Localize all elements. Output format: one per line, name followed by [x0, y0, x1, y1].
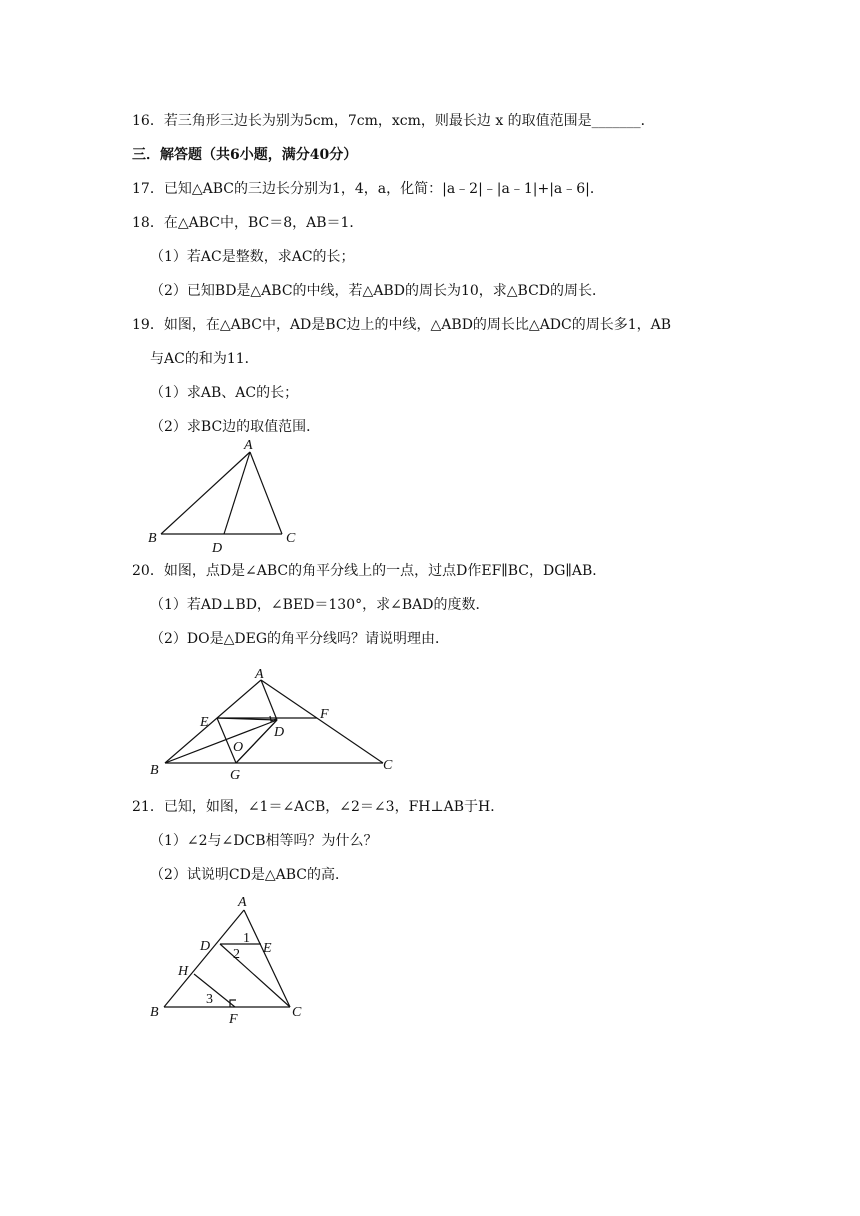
segment-ac — [244, 910, 290, 1007]
question-18-part-2: （2）已知BD是△ABC的中线，若△ABD的周长为10，求△BCD的周长． — [150, 283, 607, 299]
figure-q21-triangle — [140, 890, 310, 1028]
label-c: C — [383, 758, 393, 773]
question-20-part-2: （2）DO是△DEG的角平分线吗？请说明理由． — [150, 631, 450, 647]
segment-dc — [220, 944, 290, 1007]
question-20-part-1: （1）若AD⊥BD，∠BED＝130°，求∠BAD的度数． — [150, 597, 490, 613]
segment-ac — [250, 452, 282, 534]
figure-q20-triangle — [140, 662, 410, 784]
question-18-part-1: （1）若AC是整数，求AC的长； — [150, 249, 355, 265]
label-angle-1: 1 — [243, 931, 250, 946]
question-19-line-2: 与AC的和为11． — [150, 351, 259, 367]
question-17: 17．已知△ABC的三边长分别为1，4，a，化简：|a﹣2|﹣|a﹣1|+|a﹣6|． — [132, 181, 604, 197]
label-e: E — [263, 941, 272, 956]
label-c: C — [286, 531, 296, 546]
label-g: G — [230, 768, 241, 783]
question-19-part-1: （1）求AB、AC的长； — [150, 385, 299, 401]
question-19-part-2: （2）求BC边的取值范围． — [150, 419, 321, 435]
question-20: 20．如图，点D是∠ABC的角平分线上的一点，过点D作EF∥BC，DG∥AB． — [132, 563, 607, 579]
section-title: 三．解答题（共6小题，满分40分） — [132, 147, 358, 163]
label-a: A — [238, 895, 247, 910]
question-16 — [132, 111, 655, 131]
label-a: A — [255, 667, 264, 682]
label-c: C — [292, 1005, 302, 1020]
label-o: O — [233, 740, 244, 755]
question-21: 21．已知，如图，∠1＝∠ACB，∠2＝∠3，FH⊥AB于H． — [132, 799, 505, 815]
label-f: F — [229, 1012, 238, 1027]
label-b: B — [148, 531, 157, 546]
segment-ab — [164, 910, 244, 1007]
segment-hf — [194, 974, 235, 1007]
label-b: B — [150, 1005, 159, 1020]
label-b: B — [150, 763, 159, 778]
question-19-line-1: 19．如图，在△ABC中，AD是BC边上的中线，△ABD的周长比△ADC的周长多1，AB — [132, 317, 672, 333]
question-21-part-2: （2）试说明CD是△ABC的高． — [150, 867, 349, 883]
figure-q19-triangle — [140, 436, 310, 554]
label-angle-3: 3 — [206, 992, 213, 1007]
label-d: D — [200, 939, 211, 954]
label-d: D — [274, 725, 285, 740]
label-h: H — [178, 964, 189, 979]
segment-ab — [165, 680, 261, 763]
question-16-text: 16．若三角形三边长为别为5cm，7cm，xcm，则最长边 x 的取值范围是 — [132, 113, 592, 129]
label-a: A — [244, 438, 253, 453]
question-16-tail: ． — [640, 113, 655, 129]
label-angle-2: 2 — [233, 947, 240, 962]
label-e: E — [200, 715, 209, 730]
answer-blank: _______ — [591, 113, 641, 129]
question-21-part-1: （1）∠2与∠DCB相等吗？为什么？ — [150, 833, 378, 849]
label-f: F — [320, 707, 329, 722]
label-d: D — [212, 541, 223, 554]
question-18: 18．在△ABC中，BC＝8，AB＝1． — [132, 215, 364, 231]
